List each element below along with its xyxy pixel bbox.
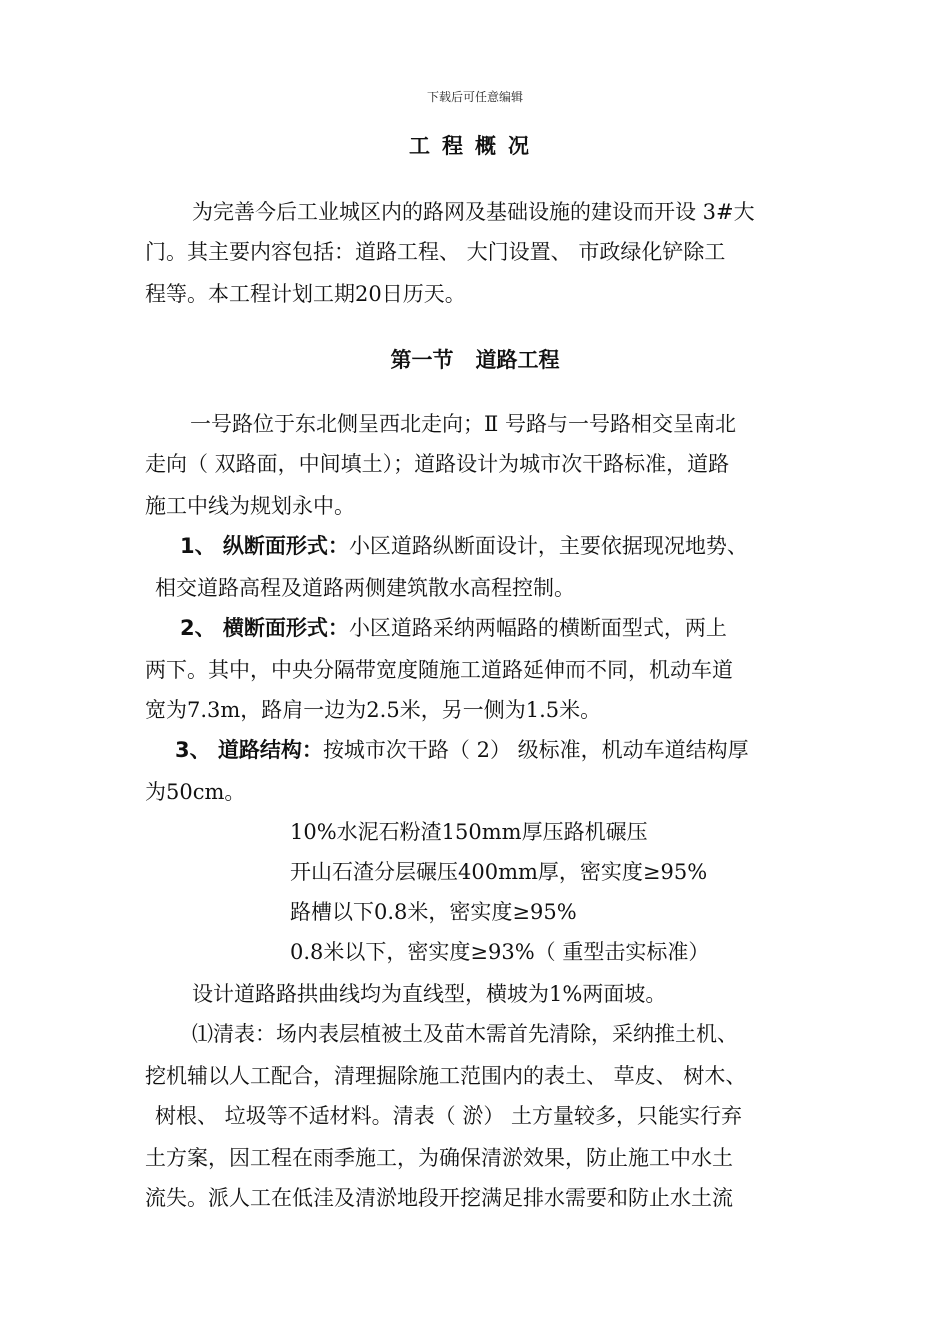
item-2-text: 小区道路采纳两幅路的横断面型式，两上	[348, 616, 727, 640]
layer-1: 10%水泥石粉渣150mm厚压路机碾压	[290, 820, 648, 844]
item-1-label: 1、 纵断面形式：	[180, 534, 349, 558]
road-para-line-2: 走向（ 双路面，中间填土）；道路设计为城市次干路标准，道路	[145, 452, 730, 476]
clearing-line-1: ⑴清表：场内表层植被土及苗木需首先清除，采纳推土机、	[192, 1022, 738, 1046]
item-3-line-2: 为50cm。	[145, 780, 246, 804]
clearing-line-3: 树根、 垃圾等不适材料。清表（ 淤） 土方量较多，只能实行弃	[155, 1104, 743, 1128]
item-2-line-3: 宽为7.3m，路肩一边为2.5米，另一侧为1.5米。	[145, 698, 602, 722]
layer-3: 路槽以下0.8米，密实度≥95%	[290, 900, 577, 924]
clearing-line-5: 流失。派人工在低洼及清淤地段开挖满足排水需要和防止水土流	[145, 1186, 733, 1210]
item-2	[180, 614, 727, 642]
intro-line-3: 程等。本工程计划工期20日历天。	[145, 282, 466, 306]
layer-4: 0.8米以下，密实度≥93%（ 重型击实标准）	[290, 940, 710, 964]
item-2-line-2: 两下。其中，中央分隔带宽度随施工道路延伸而不同，机动车道	[145, 658, 733, 682]
item-3-text: 按城市次干路（ 2） 级标准，机动车道结构厚	[322, 738, 749, 762]
item-3-label: 3、 道路结构：	[175, 738, 323, 762]
item-2-label: 2、 横断面形式：	[180, 616, 349, 640]
road-para-line-3: 施工中线为规划永中。	[145, 494, 355, 518]
page-header-note: 下载后可任意编辑	[426, 90, 523, 104]
page-title: 工程概况	[409, 134, 541, 158]
intro-line-2: 门。其主要内容包括：道路工程、 大门设置、 市政绿化铲除工	[145, 240, 726, 264]
intro-line-1: 为完善今后工业城区内的路网及基础设施的建设而开设 3#大	[192, 200, 755, 224]
item-1-line-2: 相交道路高程及道路两侧建筑散水高程控制。	[155, 576, 575, 600]
item-1	[180, 532, 748, 560]
clearing-line-4: 土方案，因工程在雨季施工，为确保清淤效果，防止施工中水土	[145, 1146, 733, 1170]
layer-2: 开山石渣分层碾压400mm厚，密实度≥95%	[290, 860, 708, 884]
item-3	[175, 736, 749, 764]
camber-line: 设计道路路拱曲线均为直线型，横坡为1%两面坡。	[192, 982, 667, 1006]
item-1-text: 小区道路纵断面设计，主要依据现况地势、	[348, 534, 748, 558]
clearing-line-2: 挖机辅以人工配合，清理掘除施工范围内的表土、 草皮、 树木、	[145, 1064, 747, 1088]
section-title-road: 第一节 道路工程	[390, 348, 560, 372]
road-para-line-1: 一号路位于东北侧呈西北走向；Ⅱ 号路与一号路相交呈南北	[190, 412, 736, 436]
